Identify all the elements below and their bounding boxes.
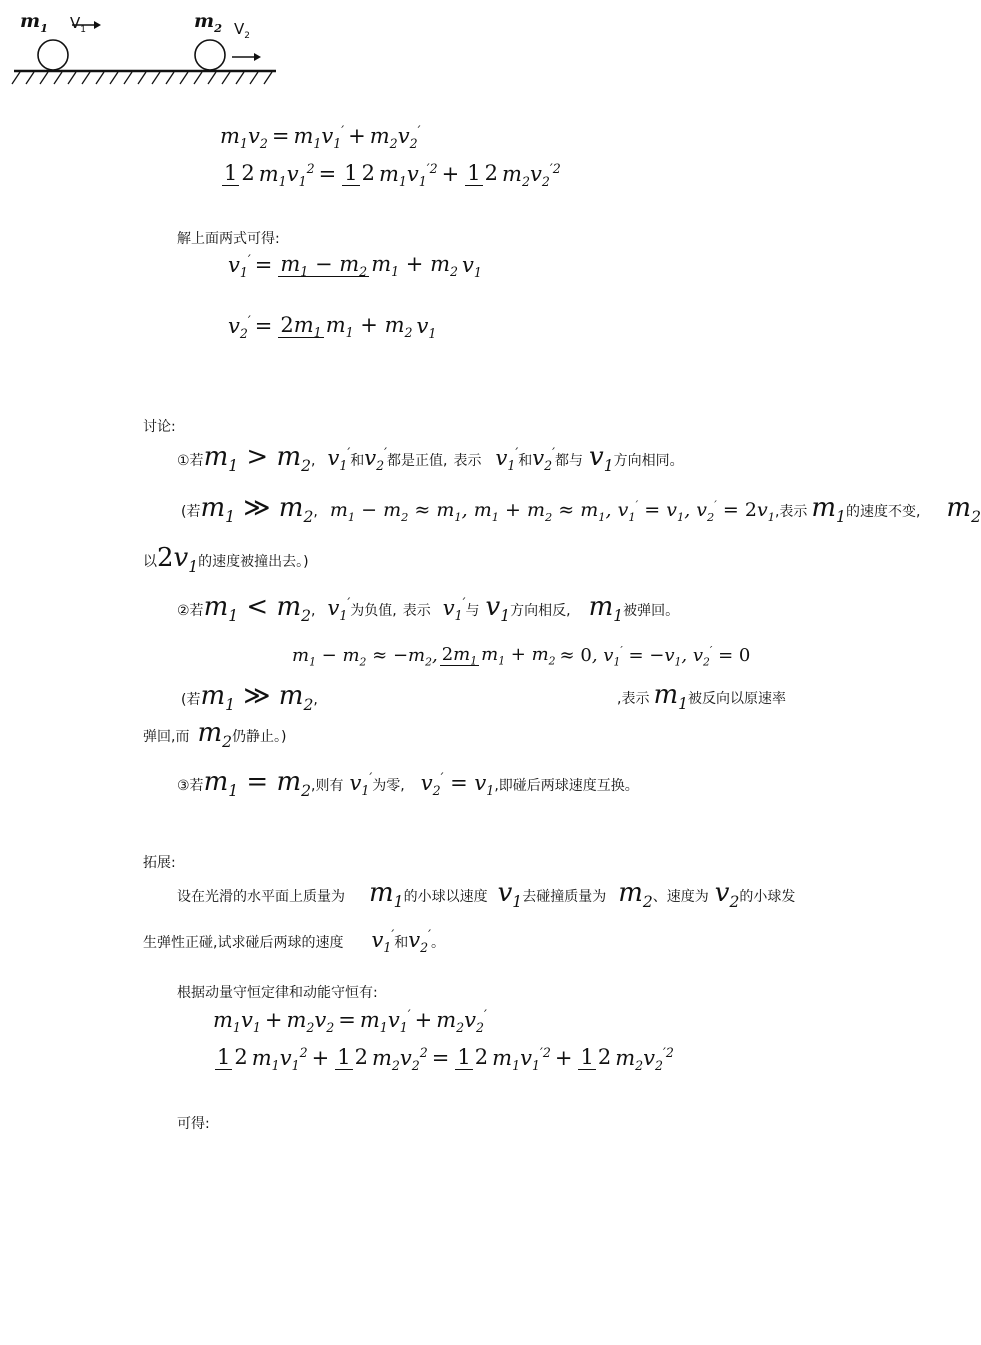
case-1b-line2-b: 的速度被撞出去。) — [198, 554, 309, 570]
case-2b-tail — [617, 680, 787, 714]
ext-p1-a: 设在光滑的水平面上质量为 — [177, 889, 345, 905]
case-1-v1b: $v_1'$ — [495, 445, 519, 474]
case-1b-line-2 — [143, 543, 309, 577]
case-3-swap: ,即碰后两球速度互换。 — [494, 778, 639, 794]
case-2b-line2-b: 仍静止。) — [232, 729, 287, 745]
ext-p1-d: 、速度为 — [652, 889, 709, 905]
velocity-arrow-2-head — [254, 53, 261, 61]
case-1-both: 都与 — [555, 453, 584, 469]
ext-v2-prime: $v_2'$ — [408, 927, 431, 956]
case-2-negative: 为负值, — [350, 603, 397, 619]
ground-hatching — [12, 72, 272, 84]
velocity-arrow-1-head — [94, 21, 101, 29]
case-1b-express: ,表示 — [774, 504, 808, 520]
ball-1-velocity: V — [70, 14, 81, 32]
ext-v1-prime: $v_1'$ — [371, 927, 395, 956]
collision-diagram — [10, 8, 280, 88]
discussion-title: 讨论: — [143, 419, 176, 435]
case-1-v2: $v_2'$ — [364, 445, 388, 474]
case-1-v1: $v_1'$ — [327, 445, 351, 474]
ball-1-mass: m — [20, 10, 41, 32]
solution-v2: $v_2'$ = $2m_1$ $m_1 + m_2$ $v_1$ — [228, 312, 437, 341]
case-1-same: 方向相同。 — [613, 453, 684, 469]
extension-paragraph-line-1 — [177, 878, 796, 912]
case-2-with: 与 — [465, 603, 480, 619]
case-2b-line-2 — [143, 718, 287, 752]
case-2b-condition: $m_1$ ≫ $m_2$ — [200, 681, 314, 715]
case-2-v1b: $v_1'$ — [442, 595, 466, 624]
case-2b-approx: $m_1 - m_2 \approx -m_2$, $2m_1$ $m_1 + m_2$ ≈ 0, $v_1' = -v_1$, $v_2' = 0$ — [292, 643, 751, 669]
case-1b-comma: , — [313, 504, 318, 520]
case-1-comma: , — [311, 453, 316, 469]
case-2-lead: ②若 — [177, 603, 204, 619]
ball-2-velocity-sub: 2 — [244, 31, 250, 41]
ext-p1-b: 的小球以速度 — [403, 889, 488, 905]
case-2-opposite: 方向相反, — [510, 603, 571, 619]
extension-law-line: 根据动量守恒定律和动能守恒有: — [177, 985, 378, 1001]
case-3-zero: 为零, — [372, 778, 405, 794]
case-1-v1-orig: $v_1$ — [589, 442, 614, 476]
ball-1-label — [20, 10, 49, 35]
ball-2-mass: m — [194, 10, 215, 32]
case-1b-m1: $m_1$ — [811, 493, 846, 527]
ext-p2-c: 。 — [430, 935, 445, 951]
case-1-line — [177, 442, 684, 476]
ball-2-label — [194, 10, 223, 35]
case-2-comma: , — [311, 603, 316, 619]
energy-equation-1: 1 2 $m_1v_1^2$ = 1 2 $m_1v_1^{'2}$ + 1 2 $m_2v_2^{'2}$ — [224, 160, 561, 189]
ball-1-velocity-label — [70, 14, 86, 35]
case-3-then: ,则有 — [311, 778, 344, 794]
case-3-v1: $v_1'$ — [349, 770, 373, 799]
energy-equation-2: 1 2 $m_1v_1^2$ + 1 2 $m_2v_2^2$ = 1 2 $m_1v_1^{'2}$ + 1 2 $m_2v_2^{'2}$ — [217, 1044, 674, 1073]
ball-2-velocity: V — [234, 20, 245, 38]
case-1b-lead: (若 — [181, 504, 201, 520]
case-2-m1: $m_1$ — [588, 592, 624, 626]
case-2-condition: $m_1 < m_2$ — [203, 592, 312, 626]
case-1b-approx: $m_1 - m_2 \approx m_1$, $m_1 + m_2 \approx m_1$, $v_1' = v_1$, $v_2' = 2v_1$ — [329, 497, 775, 524]
case-1-condition: $m_1 > m_2$ — [203, 442, 312, 476]
ball-2-velocity-label — [234, 20, 250, 41]
case-1-v2b: $v_2'$ — [532, 445, 556, 474]
case-2-line — [177, 592, 680, 626]
case-1-express: 表示 — [453, 453, 482, 469]
ext-v2: $v_2$ — [714, 878, 740, 912]
ball-1-velocity-sub: 1 — [80, 25, 86, 35]
ball-1 — [38, 40, 68, 70]
case-2b-express: ,表示 — [617, 691, 650, 707]
case-3-swap-eq: $v_2' = v_1$ — [420, 770, 495, 799]
extension-title: 拓展: — [143, 855, 176, 871]
case-1b-m2: $m_2$ — [946, 493, 981, 527]
case-1b-line2-a: 以 — [143, 554, 157, 570]
extension-paragraph-line-2 — [143, 927, 445, 956]
ext-p2-b: 和 — [394, 935, 409, 951]
case-2-express: 表示 — [402, 603, 431, 619]
ext-p1-c: 去碰撞质量为 — [522, 889, 607, 905]
case-1-and: 和 — [350, 453, 365, 469]
case-3-condition: $m_1 = m_2$ — [203, 767, 312, 801]
ext-v1: $v_1$ — [497, 878, 523, 912]
case-2-v1: $v_1'$ — [327, 595, 351, 624]
case-1b-line — [181, 493, 981, 527]
case-3-lead: ③若 — [177, 778, 204, 794]
case-1b-unchanged: 的速度不变, — [845, 504, 921, 520]
ext-m1: $m_1$ — [369, 878, 404, 912]
ext-p1-e: 的小球发 — [739, 889, 796, 905]
momentum-equation-2: $m_1v_1$ + $m_2v_2$ = $m_1v_1'$ + $m_2v_2'$ — [213, 1007, 487, 1036]
momentum-equation-1: $m_1v_2$ = $m_1v_1'$ + $m_2v_2'$ — [220, 123, 421, 152]
case-2b-comma: , — [313, 692, 318, 708]
case-2b-lead: (若 — [181, 692, 201, 708]
ball-1-sub: 1 — [40, 20, 49, 35]
case-2b-line — [181, 681, 318, 715]
extension-result-line: 可得: — [177, 1116, 210, 1132]
ball-2-sub: 2 — [214, 20, 223, 35]
solve-line: 解上面两式可得: — [177, 231, 280, 247]
case-2-bounce: 被弹回。 — [623, 603, 680, 619]
case-1-positive: 都是正值, — [387, 453, 448, 469]
ball-2 — [195, 40, 225, 70]
ext-m2: $m_2$ — [618, 878, 653, 912]
case-2-v1-orig: $v_1$ — [485, 592, 511, 626]
solution-v1: $v_1'$ = $m_1 - m_2$ $m_1 + m_2$ $v_1$ — [228, 251, 482, 280]
case-1b-condition: $m_1$ ≫ $m_2$ — [200, 493, 314, 527]
case-2b-m2: $m_2$ — [197, 718, 233, 752]
case-1-lead: ①若 — [177, 453, 204, 469]
case-2b-reverse: 被反向以原速率 — [688, 691, 787, 707]
case-1-and2: 和 — [518, 453, 533, 469]
ext-p2-a: 生弹性正碰,试求碰后两球的速度 — [143, 935, 344, 951]
case-2b-line2-a: 弹回,而 — [143, 729, 190, 745]
case-3-line — [177, 767, 639, 801]
case-2b-m1: $m_1$ — [653, 680, 689, 714]
case-1b-2v1: $2v_1$ — [157, 543, 199, 577]
